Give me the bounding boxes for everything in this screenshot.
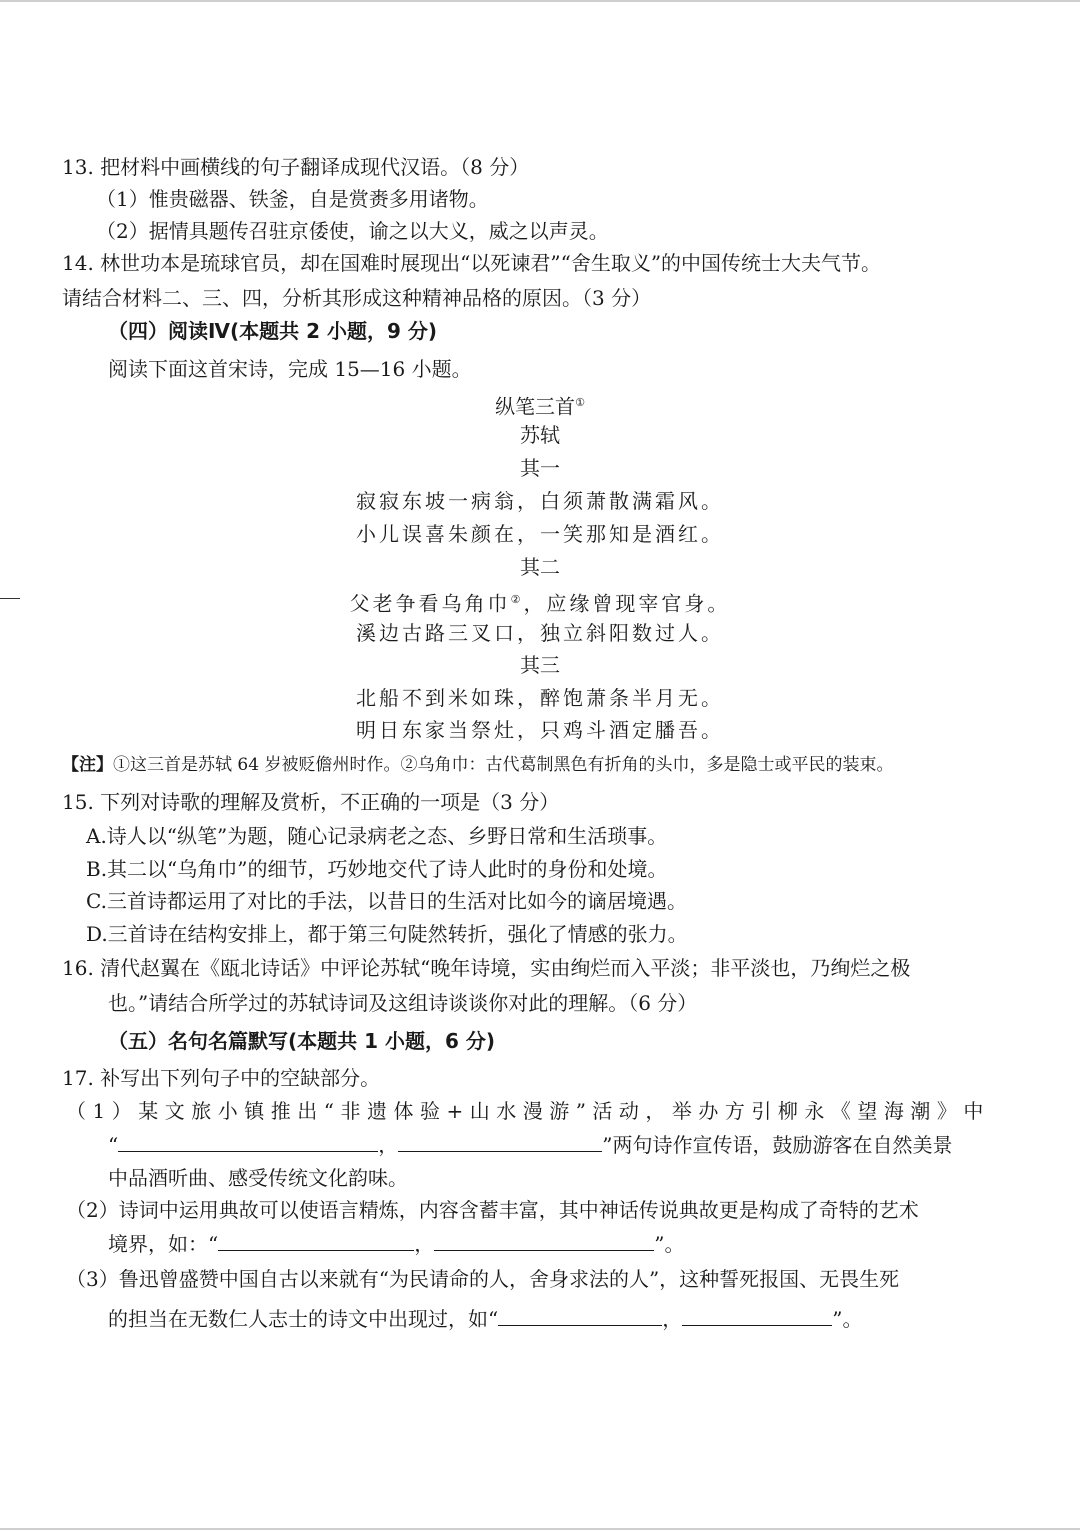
q16-line-1: 16. 清代赵翼在《瓯北诗话》中评论苏轼“晚年诗境，实由绚烂而入平淡；非平淡也，乃绚烂之极 (62, 956, 911, 980)
q15-option-b: B.其二以“乌角巾”的细节，巧妙地交代了诗人此时的身份和处境。 (86, 857, 668, 881)
poem-part-1-line-1: 寂寂东坡一病翁，白须萧散满霜风。 (356, 489, 724, 513)
q15-option-a: A.诗人以“纵笔”为题，随心记录病老之态、乡野日常和生活琐事。 (86, 824, 668, 848)
poem-part-2-line-2: 溪边古路三叉口，独立斜阳数过人。 (356, 621, 724, 645)
section-4-intro: 阅读下面这首宋诗，完成 15—16 小题。 (108, 357, 472, 381)
q17-part-2-line-2: 境界，如：“ ， ”。 (108, 1232, 685, 1256)
q17-part-2-line-1: （2）诗词中运用典故可以使语言精炼，内容含蓄丰富，其中神话传说典故更是构成了奇特的艺术 (66, 1198, 919, 1222)
fill-blank-4[interactable] (434, 1230, 654, 1251)
fill-blank-5[interactable] (498, 1305, 662, 1326)
poem-author: 苏轼 (520, 423, 560, 447)
q14-line-1: 14. 林世功本是琉球官员，却在国难时展现出“以死谏君”“舍生取义”的中国传统士大夫气节。 (62, 251, 882, 275)
q17-part-1-line-1: （1）某文旅小镇推出“非遗体验+山水漫游”活动，举办方引柳永《望海潮》中 (66, 1099, 990, 1123)
note-bracket: 【注】 (62, 755, 113, 775)
q13-sentence-1: （1）惟贵磁器、铁釜，自是赏赉多用诸物。 (96, 187, 489, 211)
poem-part-2-line-1: 父老争看乌角巾②，应缘曾现宰官身。 (349, 591, 731, 616)
fill-blank-2[interactable] (398, 1131, 602, 1152)
poem-title: 纵笔三首① (495, 394, 585, 419)
section-5-heading: （五）名句名篇默写(本题共 1 小题，6 分) (108, 1029, 496, 1053)
page-bottom-edge (0, 1528, 1080, 1530)
poem-title-footnote-mark: ① (575, 396, 585, 409)
poem-part-2-label: 其二 (520, 555, 560, 579)
q17-part-3-line-1: （3）鲁迅曾盛赞中国自古以来就有“为民请命的人，舍身求法的人”，这种誓死报国、无畏生死 (66, 1267, 900, 1291)
q13-stem: 13. 把材料中画横线的句子翻译成现代汉语。（8 分） (62, 155, 530, 179)
section-4-heading: （四）阅读Ⅳ(本题共 2 小题，9 分) (108, 319, 437, 343)
fill-blank-3[interactable] (218, 1230, 414, 1251)
q15-option-c: C.三首诗都运用了对比的手法，以昔日的生活对比如今的谪居境遇。 (86, 889, 687, 913)
q15-stem: 15. 下列对诗歌的理解及赏析，不正确的一项是（3 分） (62, 790, 560, 814)
q14-line-2: 请结合材料二、三、四，分析其形成这种精神品格的原因。（3 分） (62, 286, 652, 310)
poem-part-1-line-2: 小儿误喜朱颜在，一笑那知是酒红。 (356, 522, 724, 546)
q17-part-1-line-3: 中品酒听曲、感受传统文化韵味。 (108, 1166, 408, 1190)
fill-blank-1[interactable] (118, 1131, 378, 1152)
poem-part-1-label: 其一 (520, 456, 560, 480)
q16-line-2: 也。”请结合所学过的苏轼诗词及这组诗谈谈你对此的理解。（6 分） (108, 991, 698, 1015)
page-top-edge (0, 0, 1080, 2)
poem-part-3-line-1: 北船不到米如珠，醉饱萧条半月无。 (356, 686, 724, 710)
poem-part-3-line-2: 明日东家当祭灶，只鸡斗酒定膰吾。 (356, 718, 724, 742)
q15-option-d: D.三首诗在结构安排上，都于第三句陡然转折，强化了情感的张力。 (86, 922, 688, 946)
q17-part-1-line-2: “ ， ”两句诗作宣传语，鼓励游客在自然美景 (108, 1133, 953, 1157)
q17-stem: 17. 补写出下列句子中的空缺部分。 (62, 1066, 381, 1090)
q13-sentence-2: （2）据情具题传召驻京倭使，谕之以大义，威之以声灵。 (96, 219, 609, 243)
poem-part-3-label: 其三 (520, 653, 560, 677)
q17-part-3-line-2: 的担当在无数仁人志士的诗文中出现过，如“ ， ”。 (108, 1307, 863, 1331)
poem-footnote-mark-2: ② (510, 593, 524, 606)
fill-blank-6[interactable] (682, 1305, 832, 1326)
poem-note: 【注】①这三首是苏轼 64 岁被贬儋州时作。②乌角巾：古代葛制黑色有折角的头巾，多是隐士或平民的装束。 (62, 755, 894, 775)
